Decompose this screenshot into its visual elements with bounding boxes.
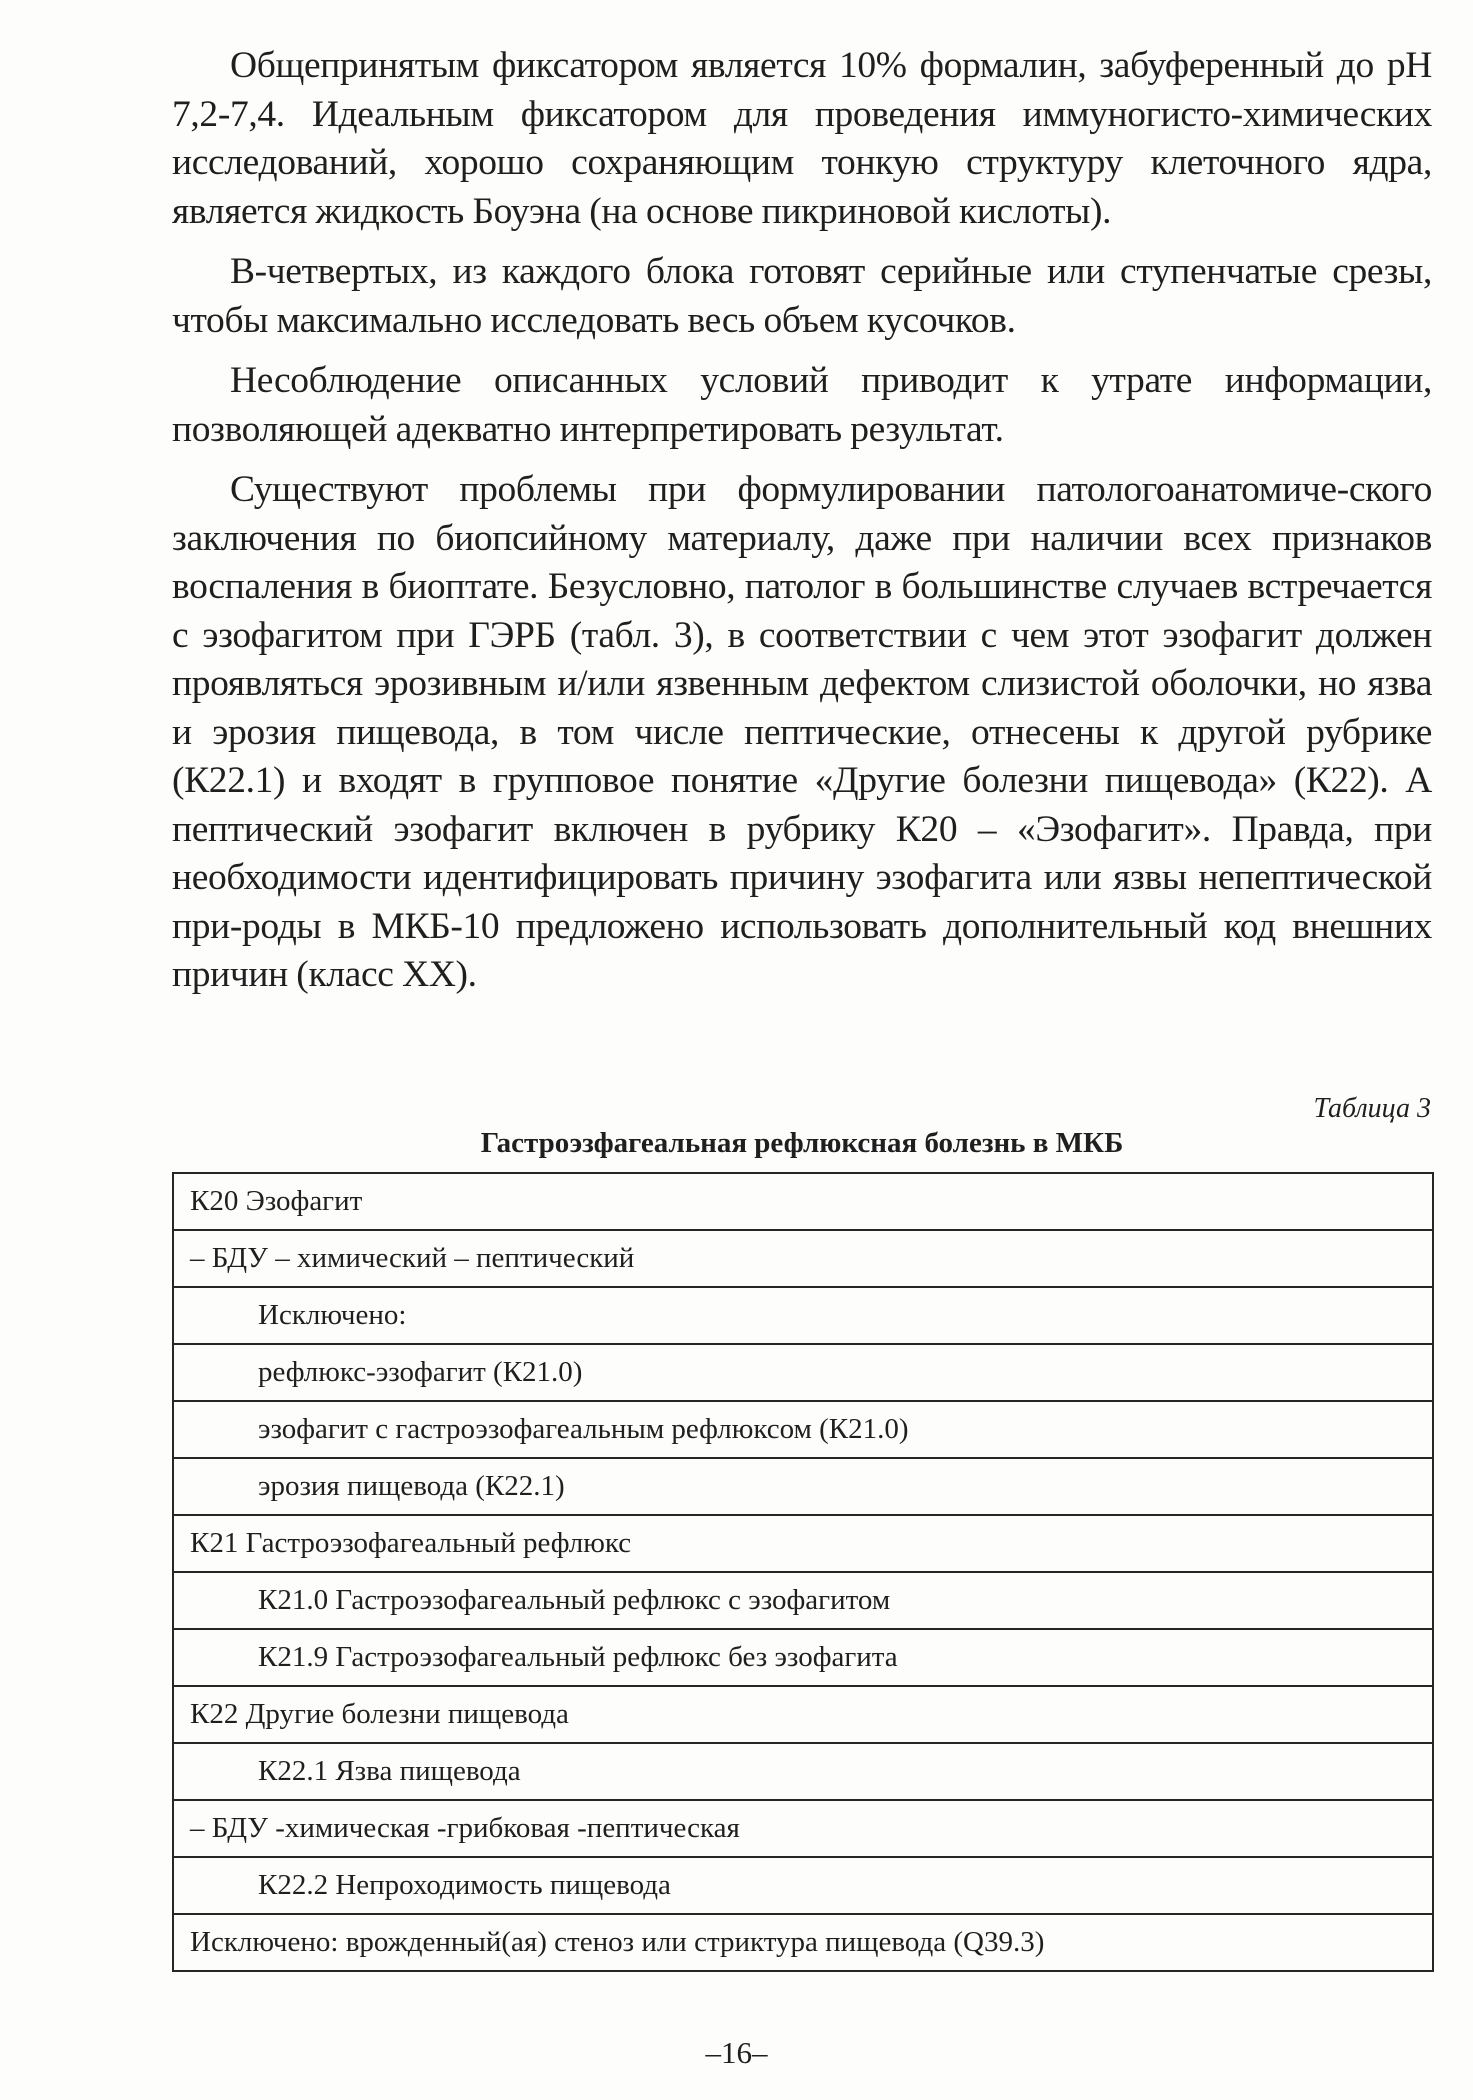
paragraph-noncompliance: Несоблюдение описанных условий приводит к утрате информации, позволяющей адекватно интерпретировать результат. bbox=[172, 360, 1432, 450]
table-row bbox=[173, 1401, 1433, 1458]
table-cell: Исключено: врожденный(ая) стеноз или стриктура пищевода (Q39.3) bbox=[173, 1914, 1433, 1971]
table-cell: К21.0 Гастроэзофагеальный рефлюкс с эзофагитом bbox=[173, 1572, 1433, 1629]
table-row bbox=[173, 1230, 1433, 1287]
table-row bbox=[173, 1914, 1433, 1971]
icd-table bbox=[172, 1172, 1434, 1972]
table-row bbox=[173, 1515, 1433, 1572]
table-cell: рефлюкс-эзофагит (К21.0) bbox=[173, 1344, 1433, 1401]
table-row bbox=[173, 1287, 1433, 1344]
page-number: –16– bbox=[705, 2035, 768, 2070]
table-row bbox=[173, 1572, 1433, 1629]
table-row bbox=[173, 1857, 1433, 1914]
table-cell: эрозия пищевода (К22.1) bbox=[173, 1458, 1433, 1515]
table-row bbox=[173, 1344, 1433, 1401]
table-cell: – БДУ -химическая -грибковая -пептическая bbox=[173, 1800, 1433, 1857]
table-caption: Таблица 3 bbox=[1313, 1093, 1431, 1124]
table-cell: К21.9 Гастроэзофагеальный рефлюкс без эзофагита bbox=[173, 1629, 1433, 1686]
table-cell: К22 Другие болезни пищевода bbox=[173, 1686, 1433, 1743]
table-row bbox=[173, 1173, 1433, 1230]
table-title: Гастроэзфагеальная рефлюксная болезнь в МКБ bbox=[480, 1127, 1124, 1159]
body-text bbox=[172, 42, 1432, 1012]
table-row bbox=[173, 1686, 1433, 1743]
table-row bbox=[173, 1800, 1433, 1857]
table-row bbox=[173, 1458, 1433, 1515]
table-cell: К22.2 Непроходимость пищевода bbox=[173, 1857, 1433, 1914]
table-cell: Исключено: bbox=[173, 1287, 1433, 1344]
table-cell: эзофагит с гастроэзофагеальным рефлюксом (К21.0) bbox=[173, 1401, 1433, 1458]
table-cell: К21 Гастроэзофагеальный рефлюкс bbox=[173, 1515, 1433, 1572]
paragraph-serial-sections: В-четвертых, из каждого блока готовят серийные или ступенчатые срезы, чтобы максимально исследовать весь объем кусочков. bbox=[172, 251, 1432, 341]
table-cell: К22.1 Язва пищевода bbox=[173, 1743, 1433, 1800]
table-row bbox=[173, 1629, 1433, 1686]
paragraph-conclusion-problems: Существуют проблемы при формулировании патологоанатомиче-ского заключения по биопсийному материалу, даже при наличии всех признаков воспаления в биоптате. Безусловно, патолог в большинстве случаев встречается с эзофагитом при ГЭРБ (табл. 3), в соответствии с чем этот эзофагит должен проявляться эрозивным и/или язвенным дефектом слизистой оболочки, но язва и эрозия пищевода, в том числе пептические, отнесены к другой рубрике (К22.1) и входят в групповое понятие «Другие болезни пищевода» (К22). А пептический эзофагит включен в рубрику К20 – «Эзофагит». Правда, при необходимости идентифицировать причину эзофагита или язвы непептической при-роды в МКБ-10 предложено использовать дополнительный код внешних причин (класс XX). bbox=[172, 469, 1432, 995]
table-cell: К20 Эзофагит bbox=[173, 1173, 1433, 1230]
table-row bbox=[173, 1743, 1433, 1800]
table-cell: – БДУ – химический – пептический bbox=[173, 1230, 1433, 1287]
paragraph-fixative: Общепринятым фиксатором является 10% формалин, забуференный до pH 7,2-7,4. Идеальным фиксатором для проведения иммуногисто-химических исследований, хорошо сохраняющим тонкую структуру клеточного ядра, является жидкость Боуэна (на основе пикриновой кислоты). bbox=[172, 45, 1432, 232]
